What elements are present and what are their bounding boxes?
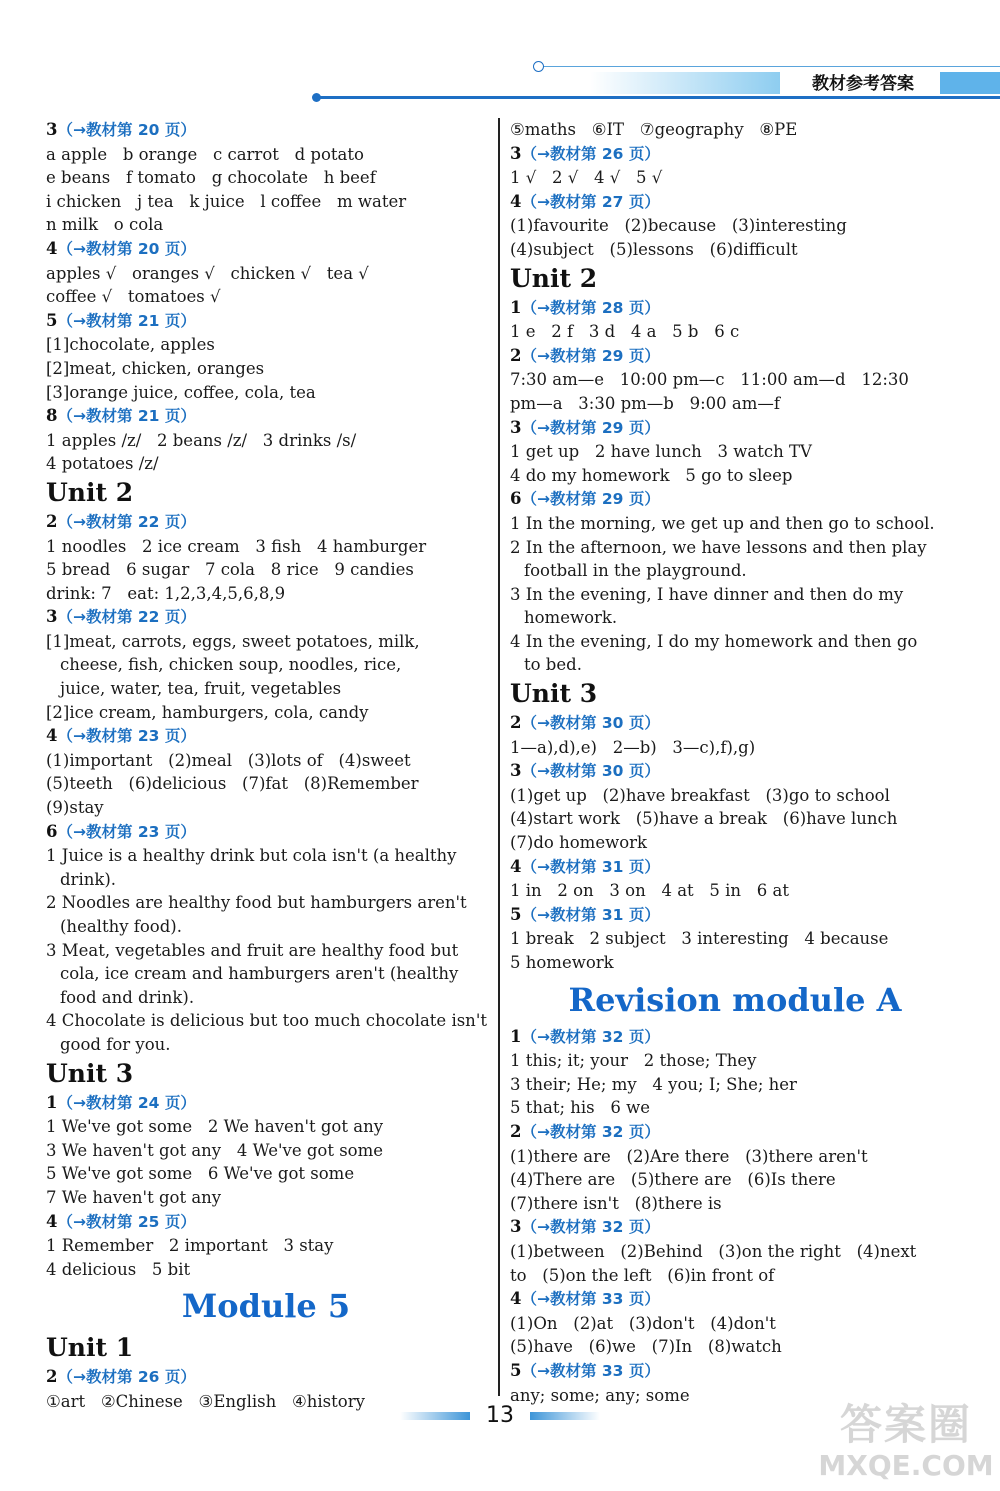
answer-line: i chicken j tea k juice l coffee m water [46,191,407,211]
textbook-page-ref: （→教材第 32 页） [521,1218,660,1237]
exercise-heading [510,1120,960,1145]
unit-heading: Unit 1 [46,1333,134,1363]
textbook-page-ref: （→教材第 27 页） [521,192,660,211]
answer-line: [1]meat, carrots, eggs, sweet potatoes, milk, [46,631,420,651]
exercise-heading [46,237,486,262]
answer-line: (9)stay [46,798,104,818]
exercise-heading [46,1210,486,1235]
header-dot-ornament [312,93,321,102]
textbook-page-ref: （→教材第 32 页） [521,1027,660,1046]
unit-heading: Unit 3 [46,1058,134,1088]
exercise-heading [510,711,960,736]
answer-line: 1 break 2 subject 3 interesting 4 because [510,929,889,949]
page-number: 13 [486,1403,514,1428]
answer-line: drink). [60,869,117,889]
answer-line: coffee √ tomatoes √ [46,287,221,307]
textbook-page-ref: （→教材第 22 页） [57,512,196,531]
exercise-number: 1 [510,297,522,317]
answer-line: football in the playground. [524,561,747,581]
textbook-page-ref: （→教材第 30 页） [521,762,660,781]
answer-line: to (5)on the left (6)in front of [510,1265,775,1285]
textbook-page-ref: （→教材第 26 页） [57,1368,196,1387]
exercise-heading [510,487,960,512]
exercise-number: 5 [46,310,58,330]
answer-line: (4)There are (5)there are (6)Is there [510,1170,836,1190]
textbook-page-ref: （→教材第 24 页） [57,1093,196,1112]
answer-line: 3 their; He; my 4 you; I; She; her [510,1074,797,1094]
exercise-heading [510,296,960,321]
exercise-number: 3 [46,607,58,627]
answer-line: 1 in 2 on 3 on 4 at 5 in 6 at [510,881,789,901]
header-tail-band [940,72,1000,94]
exercise-heading [510,903,960,928]
answer-line: (1)get up (2)have breakfast (3)go to school [510,785,890,805]
answer-line: cola, ice cream and hamburgers aren't (healthy [60,964,459,984]
answer-line: (1)important (2)meal (3)lots of (4)sweet [46,750,411,770]
answer-line: juice, water, tea, fruit, vegetables [60,679,342,699]
answer-line: drink: 7 eat: 1,2,3,4,5,6,8,9 [46,583,286,603]
answer-line: 1 We've got some 2 We haven't got any [46,1117,384,1137]
answer-line: [1]chocolate, apples [46,335,215,355]
answer-line: e beans f tomato g chocolate h beef [46,168,376,188]
answer-line: food and drink). [60,987,195,1007]
textbook-page-ref: （→教材第 25 页） [57,1212,196,1231]
header-title: 教材参考答案 [790,71,936,97]
exercise-heading [510,1025,960,1050]
exercise-number: 3 [510,143,522,163]
answer-line: 1 e 2 f 3 d 4 a 5 b 6 c [510,322,740,342]
answer-line: 1 get up 2 have lunch 3 watch TV [510,442,812,462]
textbook-page-ref: （→教材第 33 页） [521,1361,660,1380]
textbook-page-ref: （→教材第 26 页） [521,144,660,163]
column-divider [498,118,500,1396]
answer-line: 1 In the morning, we get up and then go to school. [510,513,935,533]
watermark-logo [818,1400,994,1486]
textbook-page-ref: （→教材第 20 页） [57,121,196,139]
answer-line: (5)have (6)we (7)In (8)watch [510,1337,782,1357]
unit-heading: Unit 3 [510,679,598,709]
answer-line: [2]ice cream, hamburgers, cola, candy [46,702,369,722]
exercise-heading [510,855,960,880]
header-ring-ornament [533,61,544,72]
answer-line: n milk o cola [46,215,164,235]
answer-line: 5 that; his 6 we [510,1098,651,1118]
answer-line: 3 In the evening, I have dinner and then do my [510,584,904,604]
unit-heading: Unit 2 [46,477,134,507]
unit-heading: Unit 2 [510,263,598,293]
answer-line: (7)there isn't (8)there is [510,1193,722,1213]
exercise-number: 1 [510,1026,522,1046]
exercise-heading [46,820,486,845]
watermark-line2: MXQE.COM [818,1449,994,1482]
answer-line: (5)teeth (6)delicious (7)fat (8)Remember [46,774,419,794]
right-column [510,118,960,1407]
exercise-number: 6 [510,489,522,509]
answer-line: (4)subject (5)lessons (6)difficult [510,239,798,259]
answer-line: 3 Meat, vegetables and fruit are healthy food but [46,940,459,960]
header-gradient-band [590,72,780,94]
answer-line: pm—a 3:30 pm—b 9:00 am—f [510,393,780,413]
answer-line: 1 Remember 2 important 3 stay [46,1236,334,1256]
answer-line: 3 We haven't got any 4 We've got some [46,1140,384,1160]
module-heading: Module 5 [181,1287,351,1326]
footer-right-ornament [530,1412,600,1420]
answer-line: 4 In the evening, I do my homework and then go [510,631,918,651]
answer-line: apples √ oranges √ chicken √ tea √ [46,263,369,283]
exercise-heading [46,510,486,535]
header-thin-line [540,66,1000,67]
exercise-number: 3 [510,417,522,437]
exercise-number: 8 [46,406,58,426]
answer-line: (1)favourite (2)because (3)interesting [510,216,847,236]
answer-line: 1 √ 2 √ 4 √ 5 √ [510,168,663,188]
answer-line: 2 Noodles are healthy food but hamburgers aren't [46,893,467,913]
answer-line: 5 bread 6 sugar 7 cola 8 rice 9 candies [46,560,414,580]
exercise-number: 3 [510,761,522,781]
answer-line: 5 homework [510,953,614,972]
exercise-number: 5 [510,904,522,924]
exercise-number: 3 [510,1217,522,1237]
answer-line: any; some; any; some [510,1385,690,1405]
answer-line: 2 In the afternoon, we have lessons and then play [510,537,927,557]
textbook-page-ref: （→教材第 33 页） [521,1290,660,1309]
answer-line: (1)there are (2)Are there (3)there aren't [510,1146,868,1166]
header-rule [318,96,1000,99]
textbook-page-ref: （→教材第 22 页） [57,608,196,627]
answer-line: 7:30 am—e 10:00 pm—c 11:00 am—d 12:30 [510,370,909,390]
exercise-number: 5 [510,1360,522,1380]
watermark-line1: 答案圈 [839,1400,972,1449]
exercise-number: 3 [46,120,58,139]
exercise-heading [510,759,960,784]
textbook-page-ref: （→教材第 32 页） [521,1122,660,1141]
exercise-number: 4 [510,1289,522,1309]
answer-line: 4 potatoes /z/ [46,454,159,474]
exercise-heading [46,605,486,630]
answer-line: 7 We haven't got any [46,1187,222,1207]
textbook-page-ref: （→教材第 31 页） [521,905,660,924]
exercise-number: 2 [510,1121,522,1141]
answer-line: (healthy food). [60,917,182,936]
answer-line: (1)On (2)at (3)don't (4)don't [510,1313,776,1333]
textbook-page-ref: （→教材第 21 页） [57,311,196,330]
exercise-heading [510,1215,960,1240]
answer-line: 1 apples /z/ 2 beans /z/ 3 drinks /s/ [46,430,357,450]
textbook-page-ref: （→教材第 29 页） [521,346,660,365]
left-column [46,118,486,1414]
answer-line: ⑤maths ⑥IT ⑦geography ⑧PE [510,120,798,139]
footer-left-ornament [400,1412,470,1420]
exercise-number: 2 [46,511,58,531]
exercise-number: 2 [510,345,522,365]
textbook-page-ref: （→教材第 23 页） [57,727,196,746]
answer-line: 4 do my homework 5 go to sleep [510,465,793,485]
answer-line: 4 delicious 5 bit [46,1259,191,1279]
answer-line: 5 We've got some 6 We've got some [46,1164,355,1184]
exercise-heading [510,1287,960,1312]
answer-line: (4)start work (5)have a break (6)have lunch [510,809,898,829]
textbook-page-ref: （→教材第 30 页） [521,714,660,733]
answer-line: homework. [524,608,618,628]
answer-line: good for you. [60,1034,171,1054]
exercise-number: 4 [510,191,522,211]
exercise-heading [510,1359,960,1384]
textbook-page-ref: （→教材第 29 页） [521,490,660,509]
textbook-page-ref: （→教材第 21 页） [57,407,196,426]
exercise-number: 4 [510,856,522,876]
exercise-number: 2 [46,1367,58,1387]
exercise-number: 1 [46,1092,58,1112]
exercise-number: 6 [46,821,58,841]
answer-line: 1 noodles 2 ice cream 3 fish 4 hamburger [46,536,427,556]
exercise-heading [46,724,486,749]
exercise-number: 2 [510,713,522,733]
answer-line: (1)between (2)Behind (3)on the right (4)next [510,1241,917,1261]
textbook-page-ref: （→教材第 23 页） [57,822,196,841]
answer-line: cheese, fish, chicken soup, noodles, rice, [60,655,402,675]
module-heading: Revision module A [568,980,902,1019]
answer-line: 1 Juice is a healthy drink but cola isn't (a healthy [46,846,457,866]
answer-line: [2]meat, chicken, oranges [46,358,265,378]
exercise-heading [510,416,960,441]
exercise-heading [46,1091,486,1116]
exercise-number: 4 [46,238,58,258]
answer-line: 1—a),d),e) 2—b) 3—c),f),g) [510,737,756,757]
exercise-heading [46,1365,486,1390]
exercise-number: 4 [46,1211,58,1231]
exercise-number: 4 [46,726,58,746]
answer-line: a apple b orange c carrot d potato [46,144,364,164]
answer-line: 4 Chocolate is delicious but too much chocolate isn't [46,1011,487,1031]
answer-line: (7)do homework [510,833,648,853]
exercise-heading [510,344,960,369]
answer-line: ①art ②Chinese ③English ④history [46,1391,365,1411]
answer-line: 1 this; it; your 2 those; They [510,1051,757,1071]
exercise-heading [46,118,486,143]
textbook-page-ref: （→教材第 20 页） [57,239,196,258]
answer-line: to bed. [524,655,582,675]
textbook-page-ref: （→教材第 28 页） [521,298,660,317]
textbook-page-ref: （→教材第 31 页） [521,857,660,876]
answer-line: [3]orange juice, coffee, cola, tea [46,382,316,402]
exercise-heading [510,190,960,215]
exercise-heading [46,404,486,429]
textbook-page-ref: （→教材第 29 页） [521,418,660,437]
exercise-heading [510,142,960,167]
exercise-heading [46,309,486,334]
